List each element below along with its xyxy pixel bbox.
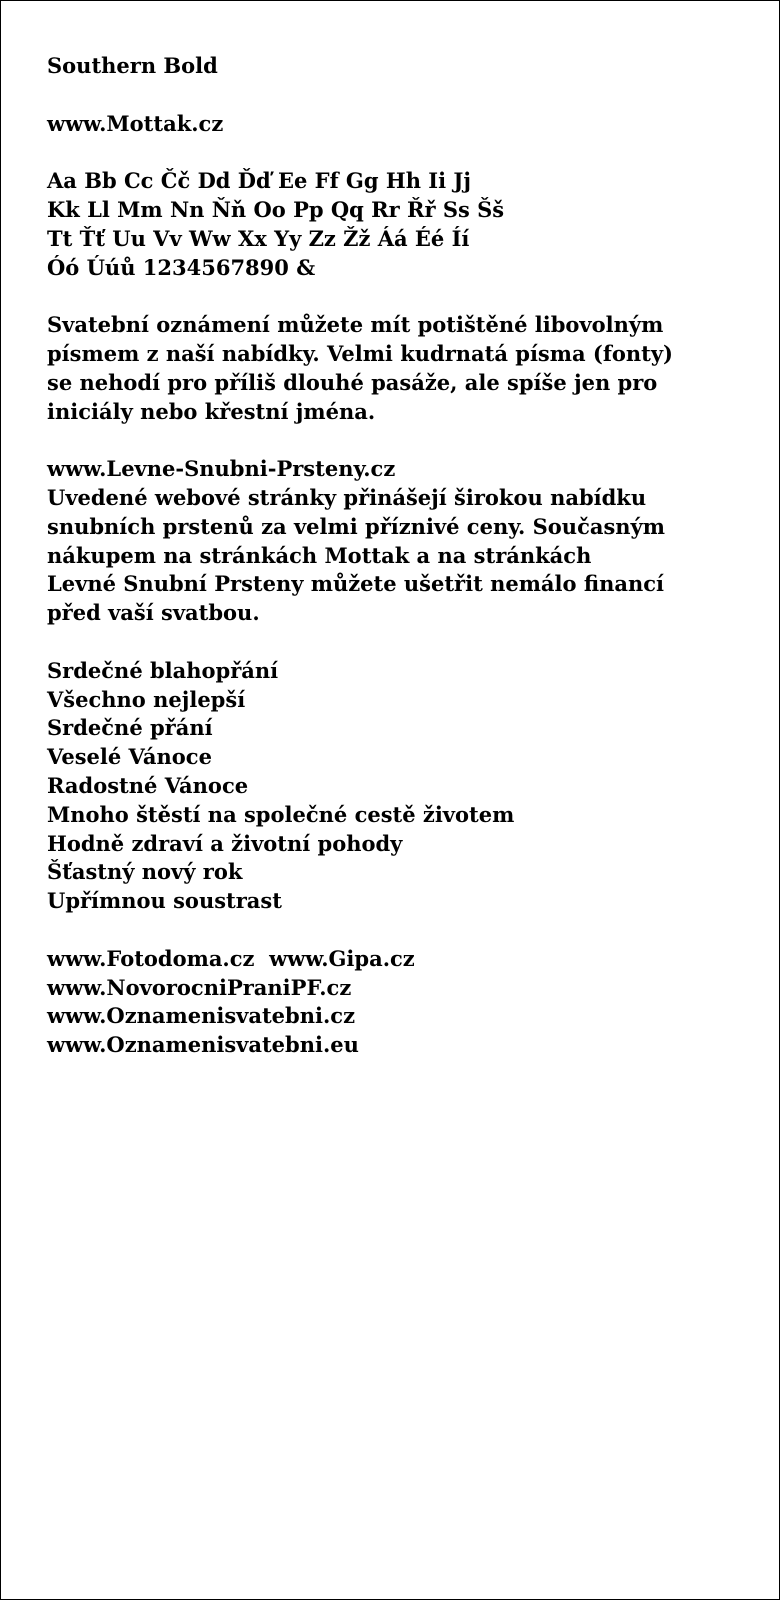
paragraph-line: iniciály nebo křestní jména. <box>47 398 376 424</box>
greeting-item: Srdečné přání <box>47 715 213 741</box>
main-site-block <box>47 110 779 139</box>
greeting-item: Všechno nejlepší <box>47 686 246 712</box>
greeting-item: Radostné Vánoce <box>47 772 249 798</box>
paragraph-line: snubních prstenů za velmi příznivé ceny. Současným <box>47 513 665 539</box>
website-links <box>47 945 779 1060</box>
rings-paragraph <box>47 455 779 628</box>
greeting-item: Veselé Vánoce <box>47 744 212 770</box>
paragraph-line: nákupem na stránkách Mottak a na stránkách <box>47 542 592 568</box>
main-site-url: www.Mottak.cz <box>47 110 224 136</box>
website-link-line: www.Fotodoma.cz www.Gipa.cz <box>47 945 415 971</box>
greeting-item: Šťastný nový rok <box>47 859 243 885</box>
alphabet-line: Óó Úúů 1234567890 & <box>47 254 316 280</box>
paragraph-line: Uvedené webové stránky přinášejí širokou nabídku <box>47 484 647 510</box>
greeting-item: Upřímnou soustrast <box>47 888 282 914</box>
font-title-block <box>47 52 779 81</box>
rings-site-url: www.Levne-Snubni-Prsteny.cz <box>47 456 396 482</box>
paragraph-line: písmem z naší nabídky. Velmi kudrnatá písma (fonty) <box>47 340 673 366</box>
website-link-line: www.Oznamenisvatebni.cz <box>47 1003 355 1029</box>
greetings-list <box>47 657 779 916</box>
paragraph-line: Levné Snubní Prsteny můžete ušetřit nemálo financí <box>47 571 665 597</box>
paragraph-line: Svatební oznámení můžete mít potištěné libovolným <box>47 312 664 338</box>
alphabet-line: Kk Ll Mm Nn Ňň Oo Pp Qq Rr Řř Ss Šš <box>47 196 505 222</box>
greeting-item: Mnoho štěstí na společné cestě životem <box>47 801 515 827</box>
website-link-line: www.NovorocniPraniPF.cz <box>47 974 352 1000</box>
alphabet-line: Aa Bb Cc Čč Dd Ďď Ee Ff Gg Hh Ii Jj <box>47 168 471 194</box>
paragraph-line: před vaší svatbou. <box>47 600 260 626</box>
greeting-item: Srdečné blahopřání <box>47 657 279 683</box>
website-link-line: www.Oznamenisvatebni.eu <box>47 1032 359 1058</box>
greeting-item: Hodně zdraví a životní pohody <box>47 830 403 856</box>
font-title: Southern Bold <box>47 53 218 78</box>
intro-paragraph <box>47 311 779 426</box>
alphabet-sample <box>47 167 779 282</box>
paragraph-line: se nehodí pro příliš dlouhé pasáže, ale spíše jen pro <box>47 369 658 395</box>
alphabet-line: Tt Ťť Uu Vv Ww Xx Yy Zz Žž Áá Éé Íí <box>47 225 470 251</box>
